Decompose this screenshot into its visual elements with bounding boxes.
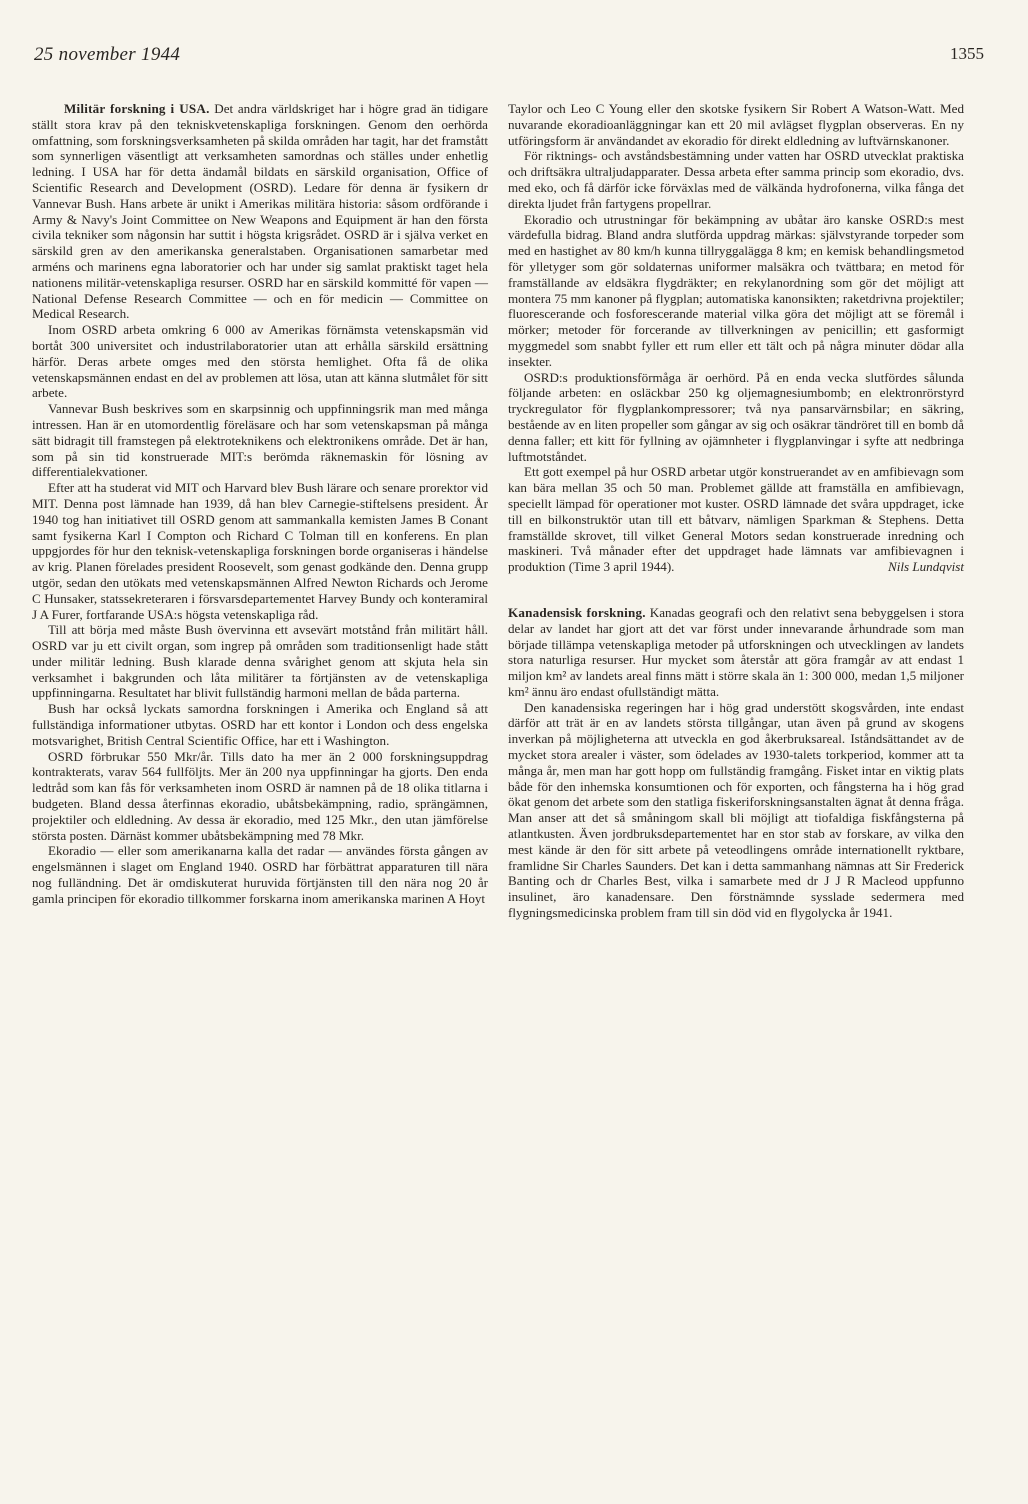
article-usa-paragraph: OSRD förbrukar 550 Mkr/år. Tills dato ha mer än 2 000 forskningsuppdrag kontrakterats, varav 564 fullföljts. Mer än 200 nya uppfinningar ha gjorts. Den enda ledtråd som kan fås för verksamheten inom OSRD är namnen på de 18 olika titlarna i budgeten. Bland dessa återfinnas ekoradio, ubåtsbekämpning, radio, sprängämnen, projektiler och eldledning. Av dessa är ekoradio, med 125 Mkr., den utan jämförelse största posten. Därnäst kommer ubåtsbekämpning med 78 Mkr. [32, 748, 488, 843]
paragraph-text: Det andra världskriget har i högre grad än tidigare ställt stora krav på den tekniskvetenskapliga forskningen. Genom den oerhörda omfattning, som forskningsverksamheten på skilda områden har tagit, har det framstått som synnerligen väsentligt att verksamheten samordnas och ställes under enhetlig ledning. I USA har för detta ändamål bildats en särskild organisation, Office of Scientific Research and Development (OSRD). Ledare för denna är fysikern dr Vannevar Bush. Hans arbete är unikt i Amerikas militära historia: såsom ordförande i Army & Navy's Joint Committee on New Weapons and Equipment är han den första civila tekniker som någonsin har suttit i högsta krigsrådet. OSRD är i själva verket en särskild gren av den amerikanska generalstaben. Organisationen samarbetar med arméns och marinens egna laboratorier och har under sig samlat praktiskt taget hela nationens militär-vetenskapliga resurser. OSRD har en särskild kommitté för vapen — National Defense Research Committee — och en för medicin — Committee on Medical Research. [32, 101, 489, 322]
article-usa-paragraph: Vannevar Bush beskrives som en skarpsinnig och uppfinningsrik man med många intressen. Han är en utomordentlig föreläsare och har som vetenskapsman på många sätt bidragit till framstegen på elektroteknikens och elektronikens område. Det är han, som på sin tid konstruerade MIT:s berömda räknemaskin för lösning av differentialekvationer. [32, 401, 488, 480]
right-column [508, 101, 964, 921]
page-header [34, 44, 984, 74]
article-usa-paragraph: Efter att ha studerat vid MIT och Harvard blev Bush lärare och senare prorektor vid MIT. Denna post lämnade han 1939, då han blev Carnegie-stiftelsens president. År 1940 tog han initiativet till OSRD genom att sammankalla kemisten James B Conant samt fysikerna Karl I Compton och Richard C Tolman till en konferens. En plan uppgjordes för hur den teknisk-vetenskapliga forskningen borde organiseras i händelse av krig. Planen förelades president Roosevelt, som genast godkände den. Denna grupp utgör, sedan den utökats med vetenskapsmännen Alfred Newton Richards och Jerome C Hunsaker, statssekreteraren i försvarsdepartementet Harvey Bundy och konteramiral J A Furer, fortfarande USA:s högsta vetenskapliga råd. [32, 480, 488, 622]
article-usa-paragraph [32, 101, 488, 322]
article-usa-paragraph: Taylor och Leo C Young eller den skotske fysikern Sir Robert A Watson-Watt. Med nuvarande ekoradioanläggningar kan ett 20 mil avlägset flygplan observeras. En ny utföringsform är användandet av ekoradio för direkt eldledning av luftvärnskanoner. [508, 101, 964, 148]
paragraph-text: Kanadas geografi och den relativt sena bebyggelsen i stora delar av landet har gjort att det var först under innevarande århundrade som man började tillämpa vetenskapliga metoder på utforskningen och utvecklingen av landets stora naturliga resurser. Hur mycket som återstår att göra framgår av att endast 1 miljon km² av landets areal finns mätt i större skala än 1: 300 000, medan 1,5 miljoner km² ännu äro endast ofullständigt mätta. [508, 604, 964, 699]
article-usa-paragraph: För riktnings- och avståndsbestämning under vatten har OSRD utvecklat praktiska och driftsäkra ultraljudapparater. Dessa arbeta efter samma princip som ekoradio, dvs. med eko, och få därför icke förväxlas med de välkända hydrofonerna, vilka fånga det direkta ljudet från fartygens propellrar. [508, 148, 964, 211]
article-usa-paragraph [508, 464, 964, 575]
article-usa-paragraph: Bush har också lyckats samordna forskningen i Amerika och England så att fullständiga informationer utbytas. OSRD har ett kontor i London och dess engelska motsvarighet, British Central Scientific Office, har ett i Washington. [32, 701, 488, 748]
left-column [32, 101, 488, 907]
page-number: 1355 [950, 44, 984, 63]
article-usa-paragraph: Ekoradio och utrustningar för bekämpning av ubåtar äro kanske OSRD:s mest värdefulla bidrag. Bland andra slutförda uppdrag märkas: självstyrande torpeder som med en hastighet av 80 km/h kunna tillryggalägga 8 km; en kemisk behandlingsmetod för ylletyger som gör soldaternas uniformer malsäkra och tvättbara; en metod för framställande av eldsäkra flygdräkter; en rekylanordning som gör det möjligt att montera 75 mm kanoner på flygplan; automatiska kanonsikten; raketdrivna projektiler; fluorescerande och fosforescerande material vilka göra det möjligt att se föremål i mörker; metoder för forcerande av tillverkningen av penicillin; ett gasformigt myggmedel som snabbt fyller ett rum eller ett tält och på några minuter dödar alla insekter. [508, 211, 964, 369]
paragraph-text: Ett gott exempel på hur OSRD arbetar utgör konstruerandet av en amfibievagn som kan bära mellan 35 och 50 man. Problemet gällde att framställa en amfibievagn, speciellt lämpad för operationer mot kuster. OSRD lämnade det svåra uppdraget, icke till en bilkonstruktör utan till ett båtvarv, nämligen Sparkman & Stephens. Detta framställde skrovet, till vilket General Motors sedan konstruerade inredning och maskineri. Två månader efter det uppdraget hade lämnats var amfibievagnen i produktion (Time 3 april 1944). [508, 464, 964, 575]
article-usa-paragraph: Ekoradio — eller som amerikanarna kalla det radar — användes första gången av engelsmännen i slaget om England 1940. OSRD har förbättrat apparaturen till nära nog fulländning. Det är omdiskuterat huruvida förtjänsten till den nära nog 20 år gamla principen för ekoradio tillkommer forskarna inom amerikanska marinen A Hoyt [32, 843, 488, 906]
section-heading-canada: Kanadensisk forskning. [508, 604, 646, 620]
author-signature: Nils Lundqvist [887, 559, 964, 575]
article-canada-paragraph [508, 605, 964, 700]
article-usa-paragraph: OSRD:s produktionsförmåga är oerhörd. På en enda vecka slutfördes sålunda följande arbeten: en osläckbar 250 kg oljemagnesiumbomb; en elektronrörstyrd tryckregulator för flygplankompressorer; två nya pansarvärnsbilar; en säkring, bestående av en liten propeller som gångar av sig och osäkrar tändröret till en bomb då denna faller; ett kitt för fyllning av ojämnheter i flygplanvingar i syfte att nedbringa luftmotståndet. [508, 369, 964, 464]
section-heading-usa: Militär forskning i USA. [64, 101, 210, 116]
article-usa-paragraph: Inom OSRD arbeta omkring 6 000 av Amerikas förnämsta vetenskapsmän vid bortåt 300 universitet och industrilaboratorier utan att erhålla särskild ersättning härför. Deras arbete omges med den största hemlighet. Ofta få de olika vetenskapsmännen endast en del av problemen att lösa, utan att känna slutmålet för sitt arbete. [32, 322, 488, 401]
issue-date: 25 november 1944 [34, 44, 181, 65]
article-canada-paragraph: Den kanadensiska regeringen har i hög grad understött skogsvården, inte endast därför att trät är en av landets största tillgångar, utan även på grund av skogens inverkan på möjligheterna att utveckla en god åkerbruksareal. Iståndsättandet av de mycket stora arealer i väster, som ödelades av 1930-talets torkperiod, kommer att ta många år, men man har gott hopp om fullständig framgång. Fisket intar en viktig plats både för den inhemska konsumtionen och för exporten, och fångsterna ha i hög grad ökat genom det arbete som den statliga fiskeriforskningsanstalten ägnat åt denna fråga. Man anser att det så småningom skall bli möjligt att tiofaldiga fiskfångsterna på atlantkusten. Även jordbruksdepartementet har en stor stab av forskare, av vilka den mest kände är den för sitt arbete på veteodlingens område internationellt ryktbare, framlidne Sir Charles Saunders. Det kan i detta sammanhang nämnas att Sir Frederick Banting och dr Charles Best, vilka i samarbete med dr J J R Macleod uppfunno insulinet, äro kanadensare. Den förstnämnde sysslade sedermera med flygningsmedicinska problem fram till sin död vid en flygolycka år 1941. [508, 699, 964, 921]
article-usa-paragraph: Till att börja med måste Bush övervinna ett avsevärt motstånd från militärt håll. OSRD var ju ett civilt organ, som ingrep på områden som traditionsenligt hade stått under militär ledning. Bush klarade denna svårighet genom att skjuta hela sin verksamhet i bakgrunden och låta militärer ta förtjänsten av de vetenskapliga uppfinningarna. Resultatet har blivit fullständig harmoni mellan de båda parterna. [32, 622, 488, 701]
